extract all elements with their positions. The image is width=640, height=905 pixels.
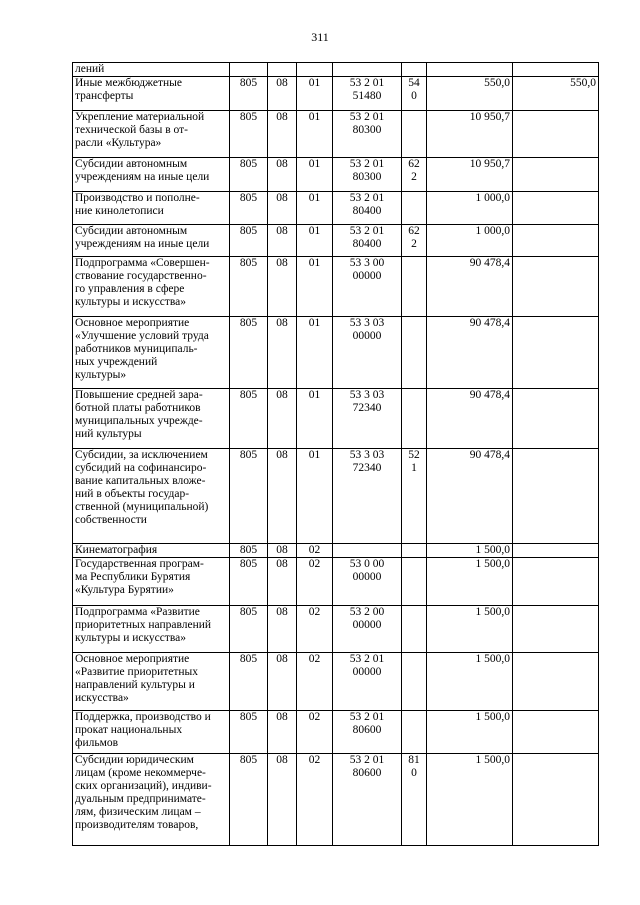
amount-2	[513, 653, 599, 711]
target-article-code: 53 2 01 80300	[333, 111, 402, 158]
table-row	[73, 754, 599, 846]
target-article-code: 53 2 01 80600	[333, 754, 402, 846]
table-row	[73, 558, 599, 606]
section-code: 08	[268, 317, 297, 389]
section-code: 08	[268, 544, 297, 558]
table-row	[73, 257, 599, 317]
expense-type-code: 81 0	[402, 754, 427, 846]
table-row	[73, 389, 599, 449]
page-number: 311	[311, 30, 329, 44]
subsection-code: 02	[297, 558, 333, 606]
amount-1	[427, 63, 513, 77]
row-name: Кинематография	[73, 544, 230, 558]
subsection-code: 02	[297, 653, 333, 711]
subsection-code: 02	[297, 544, 333, 558]
target-article-code: 53 2 01 80400	[333, 225, 402, 257]
ved-code: 805	[230, 449, 268, 544]
expense-type-code: 54 0	[402, 77, 427, 111]
target-article-code	[333, 63, 402, 77]
section-code: 08	[268, 192, 297, 225]
expense-type-code	[402, 257, 427, 317]
section-code: 08	[268, 77, 297, 111]
subsection-code: 01	[297, 158, 333, 192]
target-article-code: 53 2 01 51480	[333, 77, 402, 111]
subsection-code: 02	[297, 606, 333, 653]
subsection-code: 01	[297, 192, 333, 225]
amount-1: 550,0	[427, 77, 513, 111]
amount-1: 10 950,7	[427, 158, 513, 192]
amount-2	[513, 111, 599, 158]
target-article-code: 53 3 00 00000	[333, 257, 402, 317]
subsection-code	[297, 63, 333, 77]
table-row	[73, 192, 599, 225]
expense-type-code: 52 1	[402, 449, 427, 544]
row-name: Укрепление материальной технической базы в от- расли «Культура»	[73, 111, 230, 158]
table-row	[73, 77, 599, 111]
budget-table-body	[73, 63, 599, 846]
amount-2	[513, 225, 599, 257]
section-code: 08	[268, 158, 297, 192]
table-row	[73, 111, 599, 158]
target-article-code	[333, 544, 402, 558]
amount-2	[513, 711, 599, 754]
target-article-code: 53 3 03 00000	[333, 317, 402, 389]
amount-1: 1 000,0	[427, 225, 513, 257]
amount-2	[513, 257, 599, 317]
ved-code: 805	[230, 257, 268, 317]
ved-code: 805	[230, 158, 268, 192]
amount-1: 1 500,0	[427, 653, 513, 711]
row-name: Производство и пополне- ние кинолетописи	[73, 192, 230, 225]
amount-2	[513, 558, 599, 606]
amount-2	[513, 192, 599, 225]
row-name: Подпрограмма «Развитие приоритетных направлений культуры и искусства»	[73, 606, 230, 653]
subsection-code: 01	[297, 225, 333, 257]
expense-type-code	[402, 317, 427, 389]
expense-type-code	[402, 653, 427, 711]
target-article-code: 53 3 03 72340	[333, 449, 402, 544]
section-code: 08	[268, 257, 297, 317]
ved-code: 805	[230, 111, 268, 158]
target-article-code: 53 2 01 00000	[333, 653, 402, 711]
table-row	[73, 63, 599, 77]
ved-code	[230, 63, 268, 77]
row-name: Повышение средней зара- ботной платы работников муниципальных учрежде- ний культуры	[73, 389, 230, 449]
expense-type-code: 62 2	[402, 225, 427, 257]
section-code: 08	[268, 754, 297, 846]
expense-type-code	[402, 111, 427, 158]
amount-1: 1 500,0	[427, 606, 513, 653]
amount-2	[513, 606, 599, 653]
table-row	[73, 158, 599, 192]
section-code: 08	[268, 449, 297, 544]
row-name: Основное мероприятие «Улучшение условий труда работников муниципаль- ных учреждений культуры»	[73, 317, 230, 389]
amount-2	[513, 389, 599, 449]
target-article-code: 53 3 03 72340	[333, 389, 402, 449]
expense-type-code	[402, 606, 427, 653]
amount-2	[513, 754, 599, 846]
subsection-code: 02	[297, 711, 333, 754]
table-row	[73, 606, 599, 653]
amount-1: 1 500,0	[427, 558, 513, 606]
section-code	[268, 63, 297, 77]
subsection-code: 01	[297, 449, 333, 544]
row-name: Субсидии автономным учреждениям на иные цели	[73, 158, 230, 192]
section-code: 08	[268, 606, 297, 653]
amount-1: 90 478,4	[427, 389, 513, 449]
expense-type-code	[402, 558, 427, 606]
row-name: лений	[73, 63, 230, 77]
section-code: 08	[268, 225, 297, 257]
section-code: 08	[268, 653, 297, 711]
section-code: 08	[268, 111, 297, 158]
ved-code: 805	[230, 558, 268, 606]
target-article-code: 53 2 01 80300	[333, 158, 402, 192]
row-name: Субсидии автономным учреждениям на иные цели	[73, 225, 230, 257]
subsection-code: 01	[297, 111, 333, 158]
section-code: 08	[268, 558, 297, 606]
expense-type-code	[402, 63, 427, 77]
row-name: Основное мероприятие «Развитие приоритетных направлений культуры и искусства»	[73, 653, 230, 711]
row-name: Иные межбюджетные трансферты	[73, 77, 230, 111]
table-row	[73, 225, 599, 257]
ved-code: 805	[230, 711, 268, 754]
table-row	[73, 711, 599, 754]
ved-code: 805	[230, 544, 268, 558]
ved-code: 805	[230, 77, 268, 111]
ved-code: 805	[230, 606, 268, 653]
expense-type-code	[402, 192, 427, 225]
table-row	[73, 449, 599, 544]
table-row	[73, 317, 599, 389]
row-name: Поддержка, производство и прокат национальных фильмов	[73, 711, 230, 754]
ved-code: 805	[230, 317, 268, 389]
amount-1: 1 500,0	[427, 711, 513, 754]
target-article-code: 53 2 00 00000	[333, 606, 402, 653]
amount-2	[513, 63, 599, 77]
expense-type-code	[402, 389, 427, 449]
expense-type-code	[402, 544, 427, 558]
ved-code: 805	[230, 389, 268, 449]
row-name: Субсидии юридическим лицам (кроме некоммерче- ских организаций), индиви- дуальным предпринимате- лям, физическим лицам – производителям товаров,	[73, 754, 230, 846]
amount-1: 1 500,0	[427, 754, 513, 846]
row-name: Государственная програм- ма Республики Бурятия «Культура Бурятии»	[73, 558, 230, 606]
amount-2	[513, 317, 599, 389]
amount-2: 550,0	[513, 77, 599, 111]
ved-code: 805	[230, 754, 268, 846]
budget-table	[72, 62, 599, 846]
amount-2	[513, 158, 599, 192]
row-name: Субсидии, за исключением субсидий на софинансиро- вание капитальных вложе- ний в объекты государ- ственной (муниципальной) собственности	[73, 449, 230, 544]
ved-code: 805	[230, 192, 268, 225]
subsection-code: 01	[297, 257, 333, 317]
section-code: 08	[268, 711, 297, 754]
expense-type-code	[402, 711, 427, 754]
expense-type-code: 62 2	[402, 158, 427, 192]
amount-2	[513, 449, 599, 544]
target-article-code: 53 0 00 00000	[333, 558, 402, 606]
amount-1: 1 500,0	[427, 544, 513, 558]
amount-1: 90 478,4	[427, 257, 513, 317]
subsection-code: 01	[297, 317, 333, 389]
amount-1: 90 478,4	[427, 317, 513, 389]
amount-2	[513, 544, 599, 558]
amount-1: 1 000,0	[427, 192, 513, 225]
table-row	[73, 544, 599, 558]
amount-1: 10 950,7	[427, 111, 513, 158]
section-code: 08	[268, 389, 297, 449]
target-article-code: 53 2 01 80400	[333, 192, 402, 225]
table-row	[73, 653, 599, 711]
subsection-code: 01	[297, 389, 333, 449]
subsection-code: 02	[297, 754, 333, 846]
ved-code: 805	[230, 225, 268, 257]
ved-code: 805	[230, 653, 268, 711]
amount-1: 90 478,4	[427, 449, 513, 544]
target-article-code: 53 2 01 80600	[333, 711, 402, 754]
subsection-code: 01	[297, 77, 333, 111]
row-name: Подпрограмма «Совершен- ствование государственно- го управления в сфере культуры и искусства»	[73, 257, 230, 317]
